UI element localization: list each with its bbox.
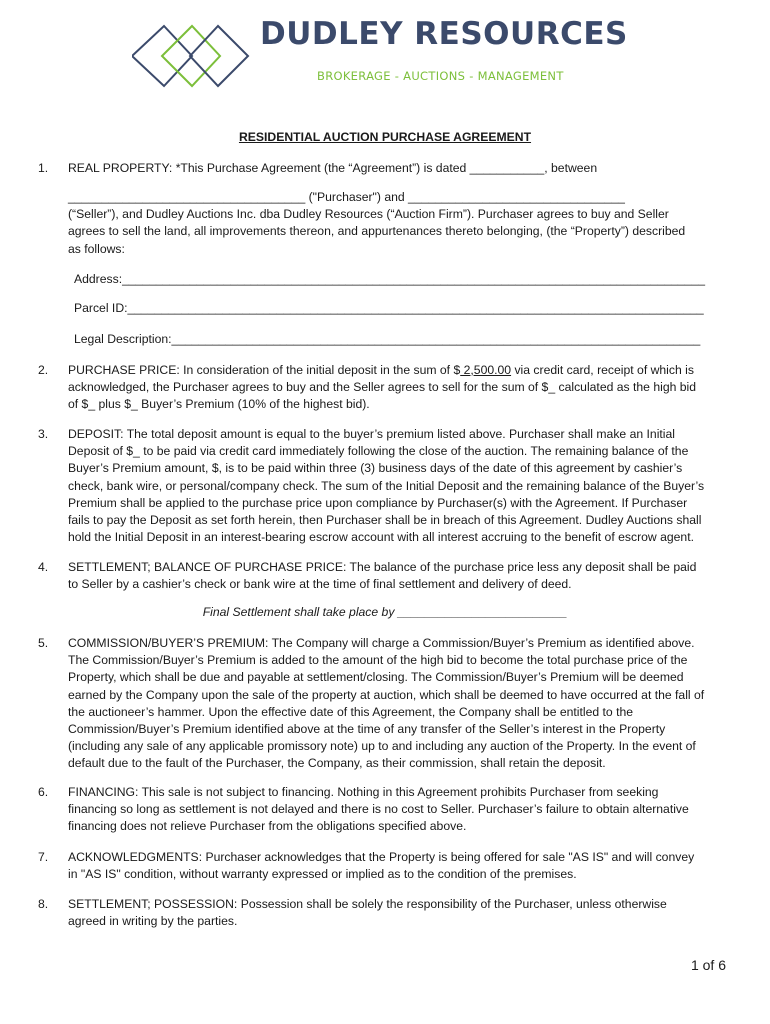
legal-description-field[interactable]: Legal Description:______________________________________________________________________________: [74, 332, 701, 346]
section-number: 3.: [38, 427, 49, 441]
brand-tagline: BROKERAGE - AUCTIONS - MANAGEMENT: [317, 69, 564, 83]
section-text-line: DEPOSIT: The total deposit amount is equal to the buyer’s premium listed above. Purchaser shall make an Initial: [68, 427, 675, 441]
letterhead: [0, 0, 770, 110]
section-text-line: Property, which shall be due and payable at settlement/closing. The Commission/Buyer’s Premium will be deemed: [68, 670, 684, 685]
section-text-line: Deposit of $_ to be paid via credit card immediately following the close of the auction. The remaining balance of the: [68, 444, 689, 459]
section-text-line: (including any sale of any applicable promissory note) up to and including any auction of the Property. In the event of: [68, 739, 696, 754]
section-text-line: Buyer’s Premium amount, $, is to be paid within three (3) business days of the date of this agreement by cashier’s: [68, 461, 683, 476]
deposit-amount: 2,500.00: [460, 363, 512, 377]
section-text-line: FINANCING: This sale is not subject to financing. Nothing in this Agreement prohibits Purchaser from seeking: [68, 785, 659, 799]
diamond-logo-icon: [132, 24, 252, 88]
document-title: RESIDENTIAL AUCTION PURCHASE AGREEMENT: [238, 130, 532, 144]
section-text-line: Premium shall be applied to the purchase price upon compliance by Purchaser(s) with the Agreement. If Purchaser: [68, 495, 688, 510]
section-text-line: earned by the Company upon the sale of the property at auction, which shall be deemed to have occurred at the fall of: [68, 687, 705, 702]
page-number: 1 of 6: [690, 957, 726, 973]
section-text-line: Commission/Buyer’s Premium identified above at the time of any transfer of the Seller’s interest in the Property: [68, 722, 666, 737]
price-text-a: PURCHASE PRICE: In consideration of the initial deposit in the sum of $: [68, 363, 461, 377]
section-text-line: ACKNOWLEDGMENTS: Purchaser acknowledges that the Property is being offered for sale "AS IS" and will convey: [68, 850, 695, 864]
section-text-line: acknowledged, the Purchaser agrees to buy and the Seller agrees to sell for the sum of $_ calculated as the high bid: [68, 380, 697, 395]
purchaser-seller-blank-line: ___________________________________ ("Purchaser") and ________________________________: [68, 190, 625, 204]
section-text-line: SETTLEMENT; BALANCE OF PURCHASE PRICE: The balance of the purchase price less any deposit shall be paid: [68, 560, 697, 574]
section-number: 2.: [38, 363, 49, 377]
section-text-line: of $_ plus $_ Buyer’s Premium (10% of the highest bid).: [68, 397, 370, 412]
price-text-b: via credit card, receipt of which is: [511, 363, 694, 377]
section-number: 5.: [38, 636, 49, 650]
section-text-line: REAL PROPERTY: *This Purchase Agreement (the “Agreement”) is dated ___________, between: [68, 161, 598, 175]
section-number: 6.: [38, 785, 49, 799]
parcel-id-field[interactable]: Parcel ID:_____________________________________________________________________________________: [74, 301, 704, 315]
section-text-line: fails to pay the Deposit as set forth herein, then Purchaser shall be in breach of this Agreement. Dudley Auctions shall: [68, 513, 702, 528]
section-number: 4.: [38, 560, 49, 574]
section-text-line: The Commission/Buyer’s Premium is added to the amount of the high bid to become the total purchase price of the: [68, 653, 688, 668]
section-text-line: SETTLEMENT; POSSESSION: Possession shall be solely the responsibility of the Purchaser, unless otherwise: [68, 897, 667, 911]
address-field[interactable]: Address:______________________________________________________________________________________: [74, 272, 706, 286]
section-text-line: to Seller by a cashier’s check or bank wire at the time of final settlement and delivery of deed.: [68, 577, 572, 592]
section-text-line: [68, 362, 728, 379]
section-text-line: (“Seller”), and Dudley Auctions Inc. dba Dudley Resources (“Auction Firm”). Purchaser agrees to buy and Seller: [68, 207, 669, 222]
section-text-line: hold the Initial Deposit in an interest-bearing escrow account with all interest accruing to the benefit of escrow agent.: [68, 530, 694, 545]
section-text-line: agrees to sell the land, all improvements thereon, and appurtenances thereto belonging, (the “Property”) described: [68, 224, 686, 239]
section-text-line: in "AS IS" condition, without warranty expressed or implied as to the condition of the premises.: [68, 867, 577, 882]
section-text-line: as follows:: [68, 241, 125, 256]
brand-name: DUDLEY RESOURCES: [260, 16, 628, 52]
final-settlement-date-line[interactable]: Final Settlement shall take place by _________________________: [202, 605, 568, 619]
section-text-line: financing so long as settlement is not delayed and there is no cost to Seller. Purchaser’s failure to obtain alternative: [68, 802, 689, 817]
section-text-line: financing does not relieve Purchaser from the obligations specified above.: [68, 819, 467, 834]
section-text-line: default due to the fault of the Purchaser, the Company, as their commission, shall retain the deposit.: [68, 756, 606, 771]
section-number: 8.: [38, 897, 49, 911]
section-text-line: agreed in writing by the parties.: [68, 914, 238, 929]
section-text-line: check, bank wire, or personal/company check. The sum of the Initial Deposit and the remaining balance of the Buyer’s: [68, 478, 705, 493]
section-number: 1.: [38, 161, 49, 175]
section-number: 7.: [38, 850, 49, 864]
section-text-line: the auctioneer’s hammer. Upon the effective date of this Agreement, the Company shall be entitled to the: [68, 704, 634, 719]
section-text-line: COMMISSION/BUYER’S PREMIUM: The Company will charge a Commission/Buyer’s Premium as identified above.: [68, 636, 695, 650]
